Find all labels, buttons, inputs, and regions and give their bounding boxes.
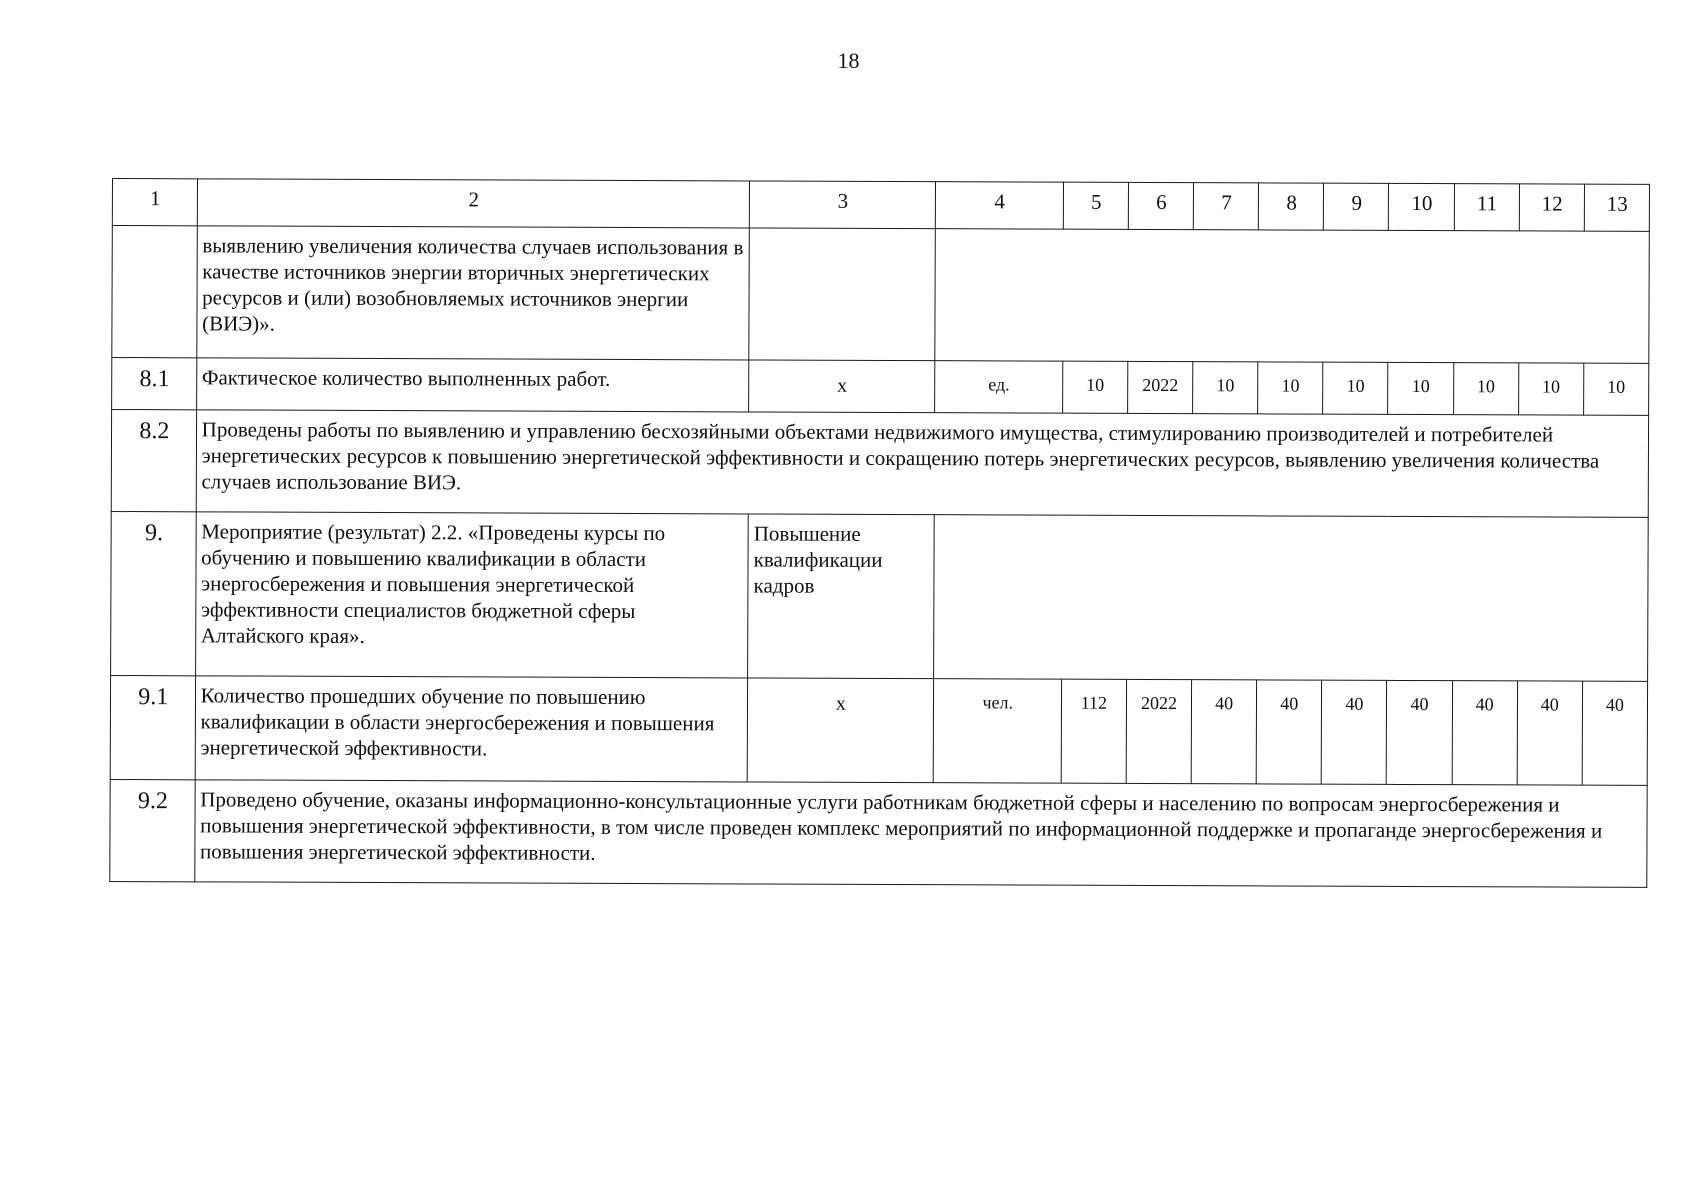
row-text: выявлению увеличения количества случаев использования в качестве источников энергии вторичных энергетических ресурсов и (или) возобновляемых источников энергии (ВИЭ)». (196, 226, 749, 360)
row-value: 10 (1062, 361, 1127, 413)
row-value: 40 (1256, 680, 1322, 784)
row-unit: ед. (934, 361, 1062, 413)
table-row (112, 226, 1649, 364)
row-value: 2022 (1126, 679, 1192, 783)
row-col3: Повышение квалификации кадров (748, 514, 934, 679)
row-col3: х (749, 360, 935, 413)
header-cell: 6 (1128, 182, 1193, 229)
header-cell: 10 (1389, 183, 1454, 230)
row-number: 8.2 (111, 410, 196, 512)
row-number: 9.1 (110, 675, 195, 779)
row-value: 40 (1387, 680, 1453, 784)
header-cell: 13 (1584, 184, 1649, 231)
row-value: 40 (1191, 680, 1257, 784)
row-col3: х (747, 678, 933, 783)
row-value: 10 (1453, 363, 1518, 415)
empty-merged-cell (933, 515, 1648, 682)
page-number: 18 (837, 48, 860, 73)
header-cell: 4 (935, 182, 1063, 229)
row-number: 9.2 (110, 779, 195, 881)
table-row (112, 358, 1649, 416)
empty-merged-cell (935, 229, 1650, 364)
header-cell: 2 (197, 179, 750, 228)
indicators-table (109, 178, 1650, 888)
table-row (110, 675, 1647, 785)
row-text: Мероприятие (результат) 2.2. «Проведены курсы по обучению и повышению квалификации в области энергосбережения и повышения энергетической эффективности специалистов бюджетной сферы Алтайского края». (195, 512, 748, 678)
row-value: 112 (1061, 679, 1127, 783)
row-value: 10 (1388, 362, 1453, 414)
row-value: 40 (1452, 681, 1518, 785)
header-cell: 5 (1063, 182, 1128, 229)
row-number: 8.1 (112, 358, 197, 410)
table-row (111, 511, 1649, 681)
header-cell: 8 (1259, 183, 1324, 230)
row-number-cell (112, 226, 197, 358)
row-value: 10 (1193, 362, 1258, 414)
row-value: 10 (1323, 362, 1388, 414)
header-cell: 9 (1324, 183, 1389, 230)
row-value: 10 (1518, 363, 1583, 415)
header-cell: 1 (112, 179, 197, 226)
row-text: Количество прошедших обучение по повышению квалификации в области энергосбережения и повышения энергетической эффективности. (195, 676, 748, 782)
row-unit: чел. (933, 679, 1061, 783)
row-value: 2022 (1128, 361, 1193, 413)
row-value: 10 (1583, 363, 1648, 415)
row-value: 40 (1322, 680, 1388, 784)
header-cell: 12 (1519, 184, 1584, 231)
row-text: Фактическое количество выполненных работ. (196, 358, 749, 412)
empty-cell (749, 228, 935, 361)
table-row (110, 779, 1647, 887)
row-number: 9. (111, 511, 196, 675)
header-cell: 11 (1454, 184, 1519, 231)
row-value: 10 (1258, 362, 1323, 414)
header-row (112, 179, 1649, 232)
row-value: 40 (1517, 681, 1583, 785)
row-text: Проведены работы по выявлению и управлению бесхозяйными объектами недвижимого имущества, стимулированию производителей и потребителей энергетических ресурсов к повышению энергетической эффективности и сокращению потерь энергетических ресурсов, выявлению увеличения количества случаев использование ВИЭ. (196, 410, 1649, 518)
table-row (111, 410, 1648, 518)
header-cell: 3 (749, 181, 935, 229)
row-text: Проведено обучение, оказаны информационно-консультационные услуги работникам бюджетной сферы и населению по вопросам энергосбережения и повышения энергетической эффективности, в том числе проведен комплекс мероприятий по информационной поддержке и пропаганде энергосбережения и повышения энергетической эффективности. (194, 780, 1647, 888)
header-cell: 7 (1193, 183, 1258, 230)
row-value: 40 (1582, 681, 1648, 785)
